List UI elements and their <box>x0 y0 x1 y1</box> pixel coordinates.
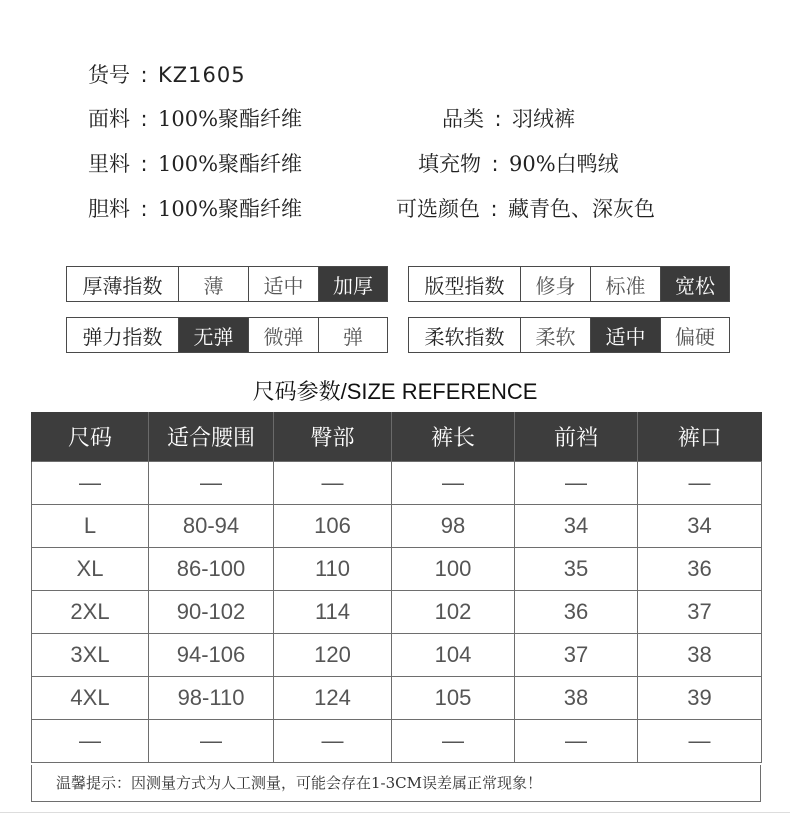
header-waist: 适合腰围 <box>149 412 274 462</box>
table-row <box>32 634 762 677</box>
table-cell: 37 <box>638 591 762 634</box>
table-cell: 100 <box>392 548 515 591</box>
thickness-index <box>66 266 388 302</box>
lining-value: 100%聚酯纤维 <box>158 152 303 176</box>
table-row <box>32 548 762 591</box>
fabric-line <box>88 106 302 132</box>
thickness-option-medium: 适中 <box>248 267 318 301</box>
table-cell: 110 <box>274 548 392 591</box>
category-label: 品类 <box>442 107 484 131</box>
category-colon: : <box>494 107 502 131</box>
table-cell: — <box>638 720 762 763</box>
fit-option-standard: 标准 <box>590 267 660 301</box>
elasticity-index-label: 弹力指数 <box>82 324 163 349</box>
table-cell: — <box>515 462 638 505</box>
softness-option-medium: 适中 <box>590 318 660 352</box>
table-cell: 36 <box>638 548 762 591</box>
table-cell: — <box>392 720 515 763</box>
header-hip: 臀部 <box>274 412 392 462</box>
fabric-value: 100%聚酯纤维 <box>158 107 303 131</box>
table-cell: 94-106 <box>149 634 274 677</box>
item-number-colon: : <box>140 63 148 87</box>
table-cell: 39 <box>638 677 762 720</box>
filling-colon: : <box>491 152 499 176</box>
fit-option-loose: 宽松 <box>660 267 729 301</box>
table-cell: 106 <box>274 505 392 548</box>
size-table <box>31 412 762 763</box>
colors-line <box>396 196 655 222</box>
thickness-option-thick: 加厚 <box>318 267 387 301</box>
divider <box>0 812 790 813</box>
fabric-colon: : <box>140 107 148 131</box>
table-cell: — <box>32 720 149 763</box>
table-row <box>32 462 762 505</box>
item-number-label: 货号 <box>88 63 130 87</box>
filling-line <box>418 151 619 177</box>
table-cell: 34 <box>638 505 762 548</box>
softness-option-stiff: 偏硬 <box>660 318 729 352</box>
table-cell: 105 <box>392 677 515 720</box>
header-length: 裤长 <box>392 412 515 462</box>
inner-label: 胆料 <box>88 197 130 221</box>
table-cell: 102 <box>392 591 515 634</box>
table-cell: — <box>32 462 149 505</box>
item-number-value: KZ1605 <box>158 63 246 87</box>
table-cell: 124 <box>274 677 392 720</box>
filling-value: 90%白鸭绒 <box>509 152 619 176</box>
inner-line <box>88 196 302 222</box>
table-cell: — <box>392 462 515 505</box>
table-cell: 37 <box>515 634 638 677</box>
softness-index-label: 柔软指数 <box>424 324 505 349</box>
table-cell: XL <box>32 548 149 591</box>
fabric-label: 面料 <box>88 107 130 131</box>
table-row <box>32 677 762 720</box>
table-cell: 104 <box>392 634 515 677</box>
softness-index <box>408 317 730 353</box>
inner-colon: : <box>140 197 148 221</box>
fit-option-slim: 修身 <box>520 267 590 301</box>
table-cell: — <box>274 462 392 505</box>
table-cell: 34 <box>515 505 638 548</box>
table-cell: 86-100 <box>149 548 274 591</box>
inner-value: 100%聚酯纤维 <box>158 197 303 221</box>
table-cell: — <box>149 720 274 763</box>
lining-label: 里料 <box>88 152 130 176</box>
table-cell: 38 <box>515 677 638 720</box>
size-table-header-row <box>32 412 762 462</box>
table-cell: — <box>515 720 638 763</box>
elasticity-option-elastic: 弹 <box>318 318 387 352</box>
header-size: 尺码 <box>32 412 149 462</box>
table-cell: 4XL <box>32 677 149 720</box>
table-cell: 98 <box>392 505 515 548</box>
table-cell: — <box>149 462 274 505</box>
filling-label: 填充物 <box>418 152 481 176</box>
table-cell: 114 <box>274 591 392 634</box>
table-cell: 35 <box>515 548 638 591</box>
colors-value: 藏青色、深灰色 <box>508 197 655 221</box>
table-cell: — <box>638 462 762 505</box>
colors-label: 可选颜色 <box>396 197 480 221</box>
table-cell: 3XL <box>32 634 149 677</box>
table-row <box>32 720 762 763</box>
table-cell: 90-102 <box>149 591 274 634</box>
table-row <box>32 505 762 548</box>
elasticity-option-none: 无弹 <box>178 318 248 352</box>
table-cell: 120 <box>274 634 392 677</box>
category-line <box>442 106 575 132</box>
elasticity-index <box>66 317 388 353</box>
colors-colon: : <box>490 197 498 221</box>
elasticity-option-slight: 微弹 <box>248 318 318 352</box>
lining-colon: : <box>140 152 148 176</box>
item-number-line <box>88 62 246 88</box>
thickness-option-thin: 薄 <box>178 267 248 301</box>
table-cell: 2XL <box>32 591 149 634</box>
table-cell: 38 <box>638 634 762 677</box>
fit-index <box>408 266 730 302</box>
size-reference-title: 尺码参数/SIZE REFERENCE <box>252 379 538 404</box>
table-cell: — <box>274 720 392 763</box>
header-front-rise: 前裆 <box>515 412 638 462</box>
fit-index-label: 版型指数 <box>424 273 505 298</box>
table-cell: 36 <box>515 591 638 634</box>
table-cell: 98-110 <box>149 677 274 720</box>
category-value: 羽绒裤 <box>512 107 575 131</box>
softness-option-soft: 柔软 <box>520 318 590 352</box>
thickness-index-label: 厚薄指数 <box>82 273 163 298</box>
header-leg-opening: 裤口 <box>638 412 762 462</box>
table-cell: 80-94 <box>149 505 274 548</box>
table-cell: L <box>32 505 149 548</box>
table-row <box>32 591 762 634</box>
measurement-note: 温馨提示：因测量方式为人工测量，可能会存在1-3CM误差属正常现象！ <box>31 765 761 802</box>
lining-line <box>88 151 302 177</box>
